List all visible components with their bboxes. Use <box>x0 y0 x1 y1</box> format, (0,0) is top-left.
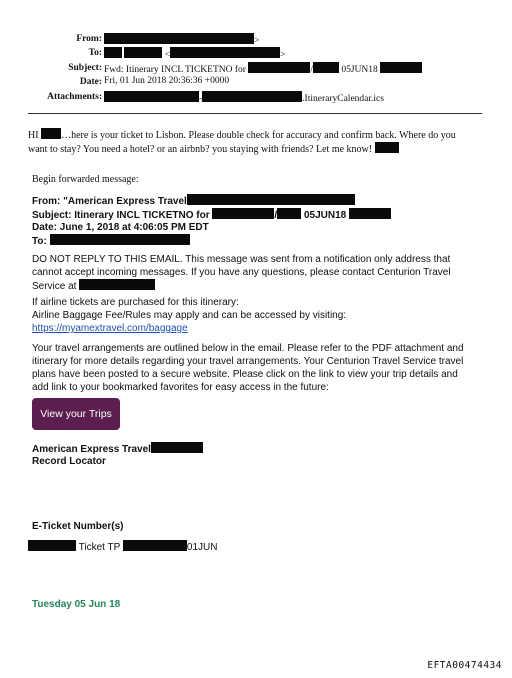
baggage-link[interactable]: https://myamextravel.com/baggage <box>32 323 188 334</box>
no-reply-notice: DO NOT REPLY TO THIS EMAIL. This message was sent from a notification only address that cannot accept incoming messages. If you have any questions, please contact Centurion Travel Service at <box>32 254 451 292</box>
redaction-block <box>28 540 76 551</box>
record-locator: American Express Travel Record Locator <box>32 442 203 468</box>
redaction-block <box>151 442 203 453</box>
redaction-block <box>202 91 302 102</box>
arrangements-text: Your travel arrangements are outlined below in the email. Please refer to the PDF attachment and itinerary for more details regarding your travel arrangements. Your Centurion Travel Service travel plans have been posted to a secure website. Please click on the link to view your trip details and add link to your bookmarked favorites for easy access in the future: <box>32 343 464 393</box>
redaction-block <box>380 62 422 73</box>
begin-forwarded-label: Begin forwarded message: <box>32 174 139 185</box>
day-heading: Tuesday 05 Jun 18 <box>32 599 121 610</box>
redaction-block <box>248 62 310 73</box>
redaction-block <box>50 234 190 245</box>
redaction-block <box>123 540 187 551</box>
redaction-block <box>187 194 355 205</box>
redaction-block <box>212 208 274 219</box>
redaction-block <box>41 128 61 139</box>
date-value: Fri, 01 Jun 2018 20:36:36 +0000 <box>104 76 230 86</box>
redaction-block <box>375 142 399 153</box>
redaction-block <box>104 91 199 102</box>
header-divider <box>28 113 482 114</box>
redaction-block <box>277 208 301 219</box>
baggage-info: If airline tickets are purchased for this itinerary: Airline Baggage Fee/Rules may apply and can be accessed by visiting: https://myamextravel.com/baggage <box>32 296 472 335</box>
redaction-block <box>349 208 391 219</box>
view-trips-button[interactable]: View your Trips <box>32 398 120 430</box>
eticket-heading: E-Ticket Number(s) <box>32 521 124 532</box>
ticket-row: Ticket TP 01JUN <box>28 540 217 553</box>
attachments-label: Attachments: <box>47 92 102 102</box>
to-label: To: <box>88 48 102 58</box>
from-label: From: <box>76 34 102 44</box>
from-value: > <box>104 33 259 46</box>
subject-label: Subject: <box>68 63 102 73</box>
redaction-block <box>104 33 254 44</box>
redaction-block <box>124 47 162 58</box>
redaction-block <box>170 47 280 58</box>
forwarded-header: From: "American Express Travel Subject: Itinerary INCL TICKETNO for / 05JUN18 Date: June 1, 2018 at 4:06:05 PM EDT To: <box>32 194 391 248</box>
redaction-block <box>104 47 122 58</box>
date-label: Date: <box>79 77 102 87</box>
to-value: < > <box>104 47 285 60</box>
subject-value: Fwd: Itinerary INCL TICKETNO for / 05JUN18 <box>104 62 422 75</box>
intro-message: HI …here is your ticket to Lisbon. Please double check for accuracy and confirm back. Where do you want to stay? You need a hotel? or an airbnb? you staying with friends? Let me know! <box>28 130 456 155</box>
document-id: EFTA00474434 <box>427 660 502 671</box>
attachments-value[interactable]: - .ItineraryCalendar.ics <box>104 91 384 104</box>
redaction-block <box>313 62 339 73</box>
redaction-block <box>79 279 155 290</box>
